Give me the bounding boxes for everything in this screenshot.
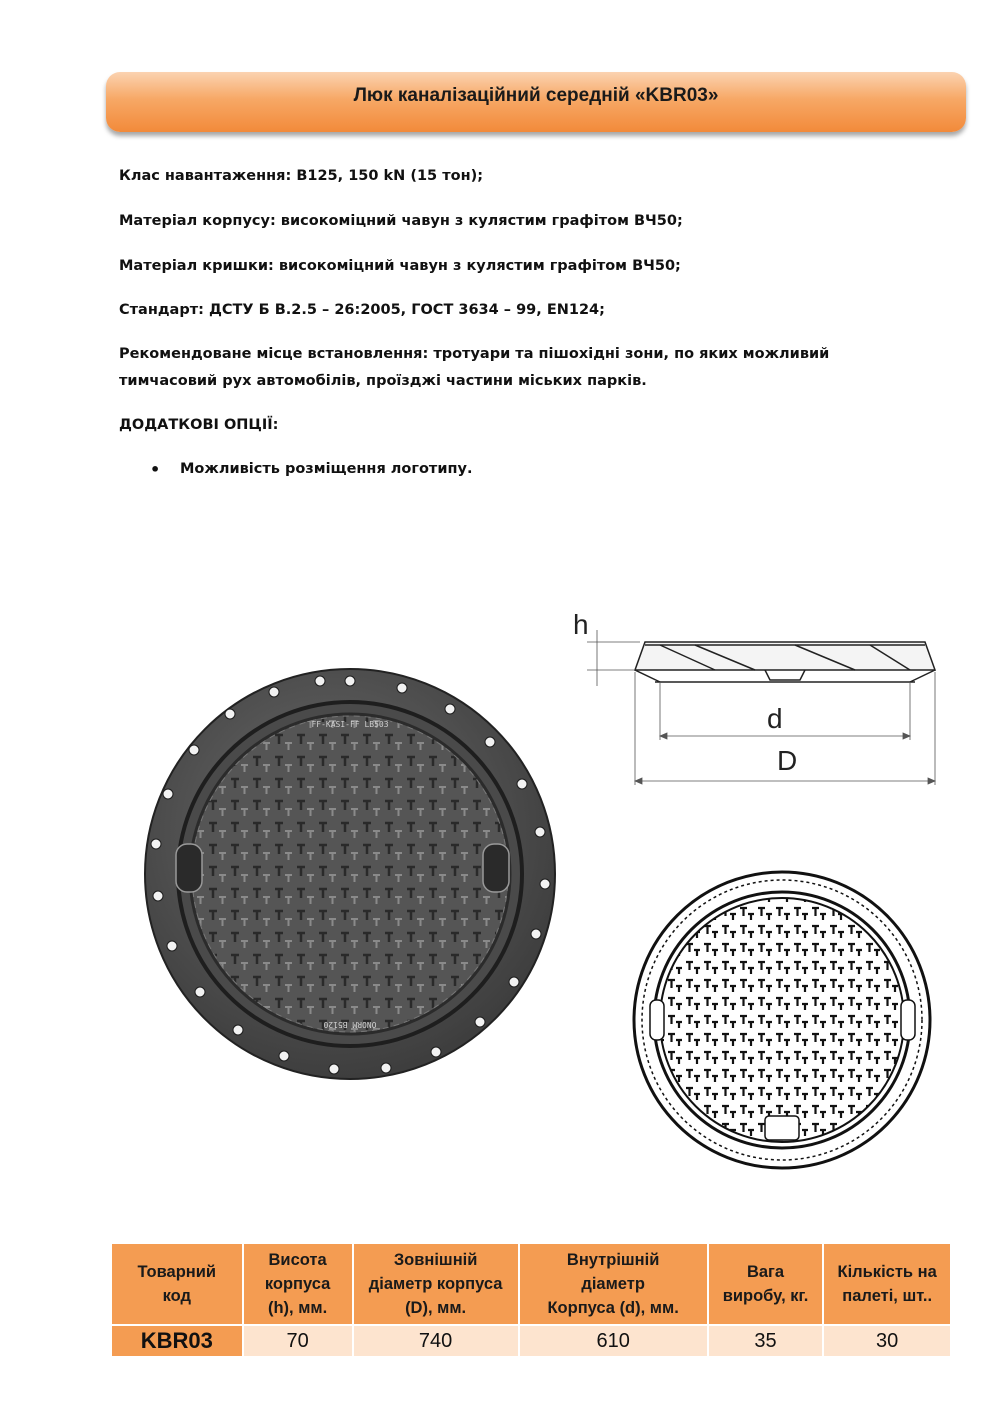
cell-product-code: KBR03 bbox=[112, 1326, 242, 1356]
spec-recommended-line2: тимчасовий рух автомобілів, проїзджі частини міських парків. bbox=[119, 373, 647, 389]
spec-table bbox=[110, 1242, 952, 1358]
table-header-row bbox=[112, 1244, 950, 1324]
spec-standard: Стандарт: ДСТУ Б В.2.5 – 26:2005, ГОСТ 3634 – 99, EN124; bbox=[119, 302, 605, 318]
header-height: Висота корпуса (h), мм. bbox=[244, 1244, 352, 1324]
section-diagram bbox=[565, 600, 945, 800]
options-heading: ДОДАТКОВІ ОПЦІЇ: bbox=[119, 417, 279, 433]
cell-outer-diameter: 740 bbox=[354, 1326, 518, 1356]
cell-pallet-qty: 30 bbox=[824, 1326, 950, 1356]
cell-inner-diameter: 610 bbox=[520, 1326, 707, 1356]
cell-weight: 35 bbox=[709, 1326, 823, 1356]
spec-recommended-line1: Рекомендоване місце встановлення: тротуари та пішохідні зони, по яких можливий bbox=[119, 346, 830, 362]
header-inner-diameter: Внутрішній діаметр Корпуса (d), мм. bbox=[520, 1244, 707, 1324]
cover-marking-top: FF-KASI-FF LB503 bbox=[311, 720, 389, 729]
header-weight: Вага виробу, кг. bbox=[709, 1244, 823, 1324]
plan-view-drawing bbox=[630, 868, 935, 1173]
label-h: h bbox=[573, 609, 589, 640]
label-D: D bbox=[777, 745, 798, 776]
page-title: Люк каналізаційний середній «KBR03» bbox=[353, 85, 719, 106]
header-outer-diameter: Зовнішній діаметр корпуса (D), мм. bbox=[354, 1244, 518, 1324]
cell-height: 70 bbox=[244, 1326, 352, 1356]
title-banner bbox=[106, 72, 966, 132]
spec-body-material: Матеріал корпусу: високоміцний чавун з кулястим графітом ВЧ50; bbox=[119, 213, 683, 229]
spec-cover-material: Матеріал кришки: високоміцний чавун з кулястим графітом ВЧ50; bbox=[119, 258, 681, 274]
header-product-code: Товарний код bbox=[112, 1244, 242, 1324]
table-row bbox=[112, 1326, 950, 1356]
option-item: Можливість розміщення логотипу. bbox=[180, 461, 473, 477]
header-pallet-qty: Кількість на палеті, шт.. bbox=[824, 1244, 950, 1324]
label-d: d bbox=[767, 703, 783, 734]
spec-load-class: Клас навантаження: В125, 150 kN (15 тон); bbox=[119, 168, 484, 184]
cover-marking-bottom: ONORM B5120 bbox=[323, 1020, 377, 1029]
bullet-icon: • bbox=[150, 460, 161, 479]
manhole-cover-photo bbox=[140, 664, 560, 1084]
